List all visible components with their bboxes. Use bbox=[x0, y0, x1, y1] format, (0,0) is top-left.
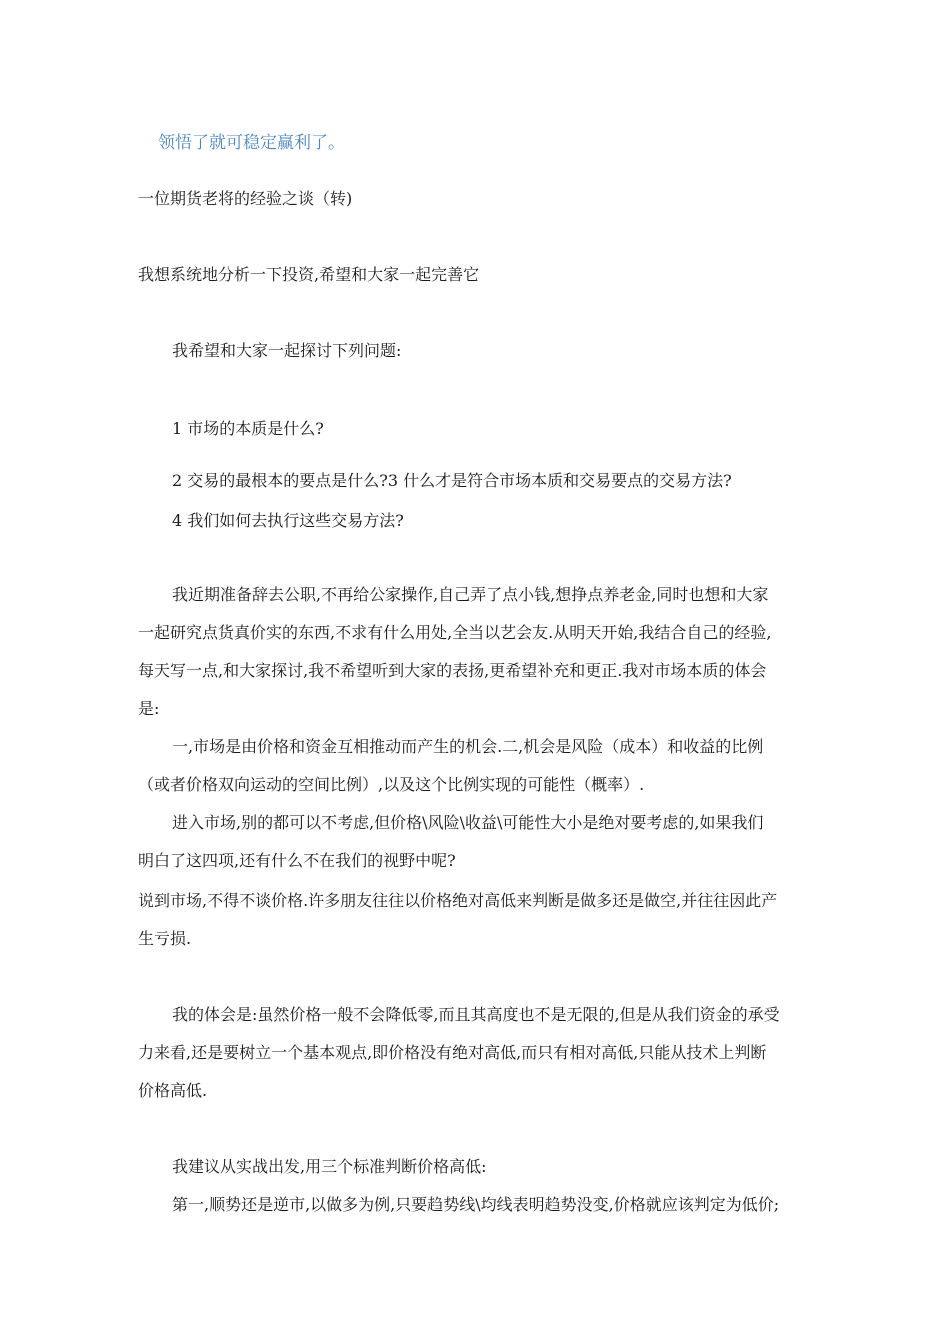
paragraph-4-line-1: 说到市场,不得不谈价格.许多朋友往往以价格绝对高低来判断是做多还是做空,并往往因此产 bbox=[138, 891, 778, 910]
paragraph-6: 我建议从实战出发,用三个标准判断价格高低: bbox=[172, 1157, 487, 1176]
intro-line: 我想系统地分析一下投资,希望和大家一起完善它 bbox=[138, 265, 480, 284]
question-4: 4 我们如何去执行这些交易方法? bbox=[172, 511, 404, 530]
paragraph-5-line-1: 我的体会是:虽然价格一般不会降低零,而且其高度也不是无限的,但是从我们资金的承受 bbox=[172, 1005, 780, 1024]
paragraph-5-line-3: 价格高低. bbox=[138, 1081, 208, 1100]
paragraph-3-line-1: 进入市场,别的都可以不考虑,但价格\风险\收益\可能性大小是绝对要考虑的,如果我们 bbox=[172, 813, 764, 832]
paragraph-2-line-1: 一,市场是由价格和资金互相推动而产生的机会.二,机会是风险（成本）和收益的比例 bbox=[172, 737, 764, 756]
paragraph-1-line-2: 一起研究点货真价实的东西,不求有什么用处,全当以艺会友.从明天开始,我结合自己的经验, bbox=[138, 623, 772, 642]
question-2-3: 2 交易的最根本的要点是什么?3 什么才是符合市场本质和交易要点的交易方法? bbox=[172, 471, 732, 490]
paragraph-1-line-1: 我近期准备辞去公职,不再给公家操作,自己弄了点小钱,想挣点养老金,同时也想和大家 bbox=[172, 585, 769, 604]
highlighted-heading: 领悟了就可稳定赢利了。 bbox=[158, 133, 345, 153]
article-title: 一位期货老将的经验之谈（转) bbox=[138, 189, 353, 208]
paragraph-7: 第一,顺势还是逆市,以做多为例,只要趋势线\均线表明趋势没变,价格就应该判定为低价; bbox=[172, 1195, 780, 1214]
question-lead: 我希望和大家一起探讨下列问题: bbox=[172, 341, 402, 360]
question-1: 1 市场的本质是什么? bbox=[172, 419, 324, 438]
paragraph-1-line-3: 每天写一点,和大家探讨,我不希望听到大家的表扬,更希望补充和更正.我对市场本质的体会 bbox=[138, 661, 767, 680]
paragraph-3-line-2: 明白了这四项,还有什么不在我们的视野中呢? bbox=[138, 851, 456, 870]
paragraph-4-line-2: 生亏损. bbox=[138, 929, 192, 948]
paragraph-1-line-4: 是: bbox=[138, 699, 160, 718]
paragraph-2-line-2: （或者价格双向运动的空间比例）,以及这个比例实现的可能性（概率）. bbox=[138, 775, 645, 794]
paragraph-5-line-2: 力来看,还是要树立一个基本观点,即价格没有绝对高低,而只有相对高低,只能从技术上判断 bbox=[138, 1043, 767, 1062]
